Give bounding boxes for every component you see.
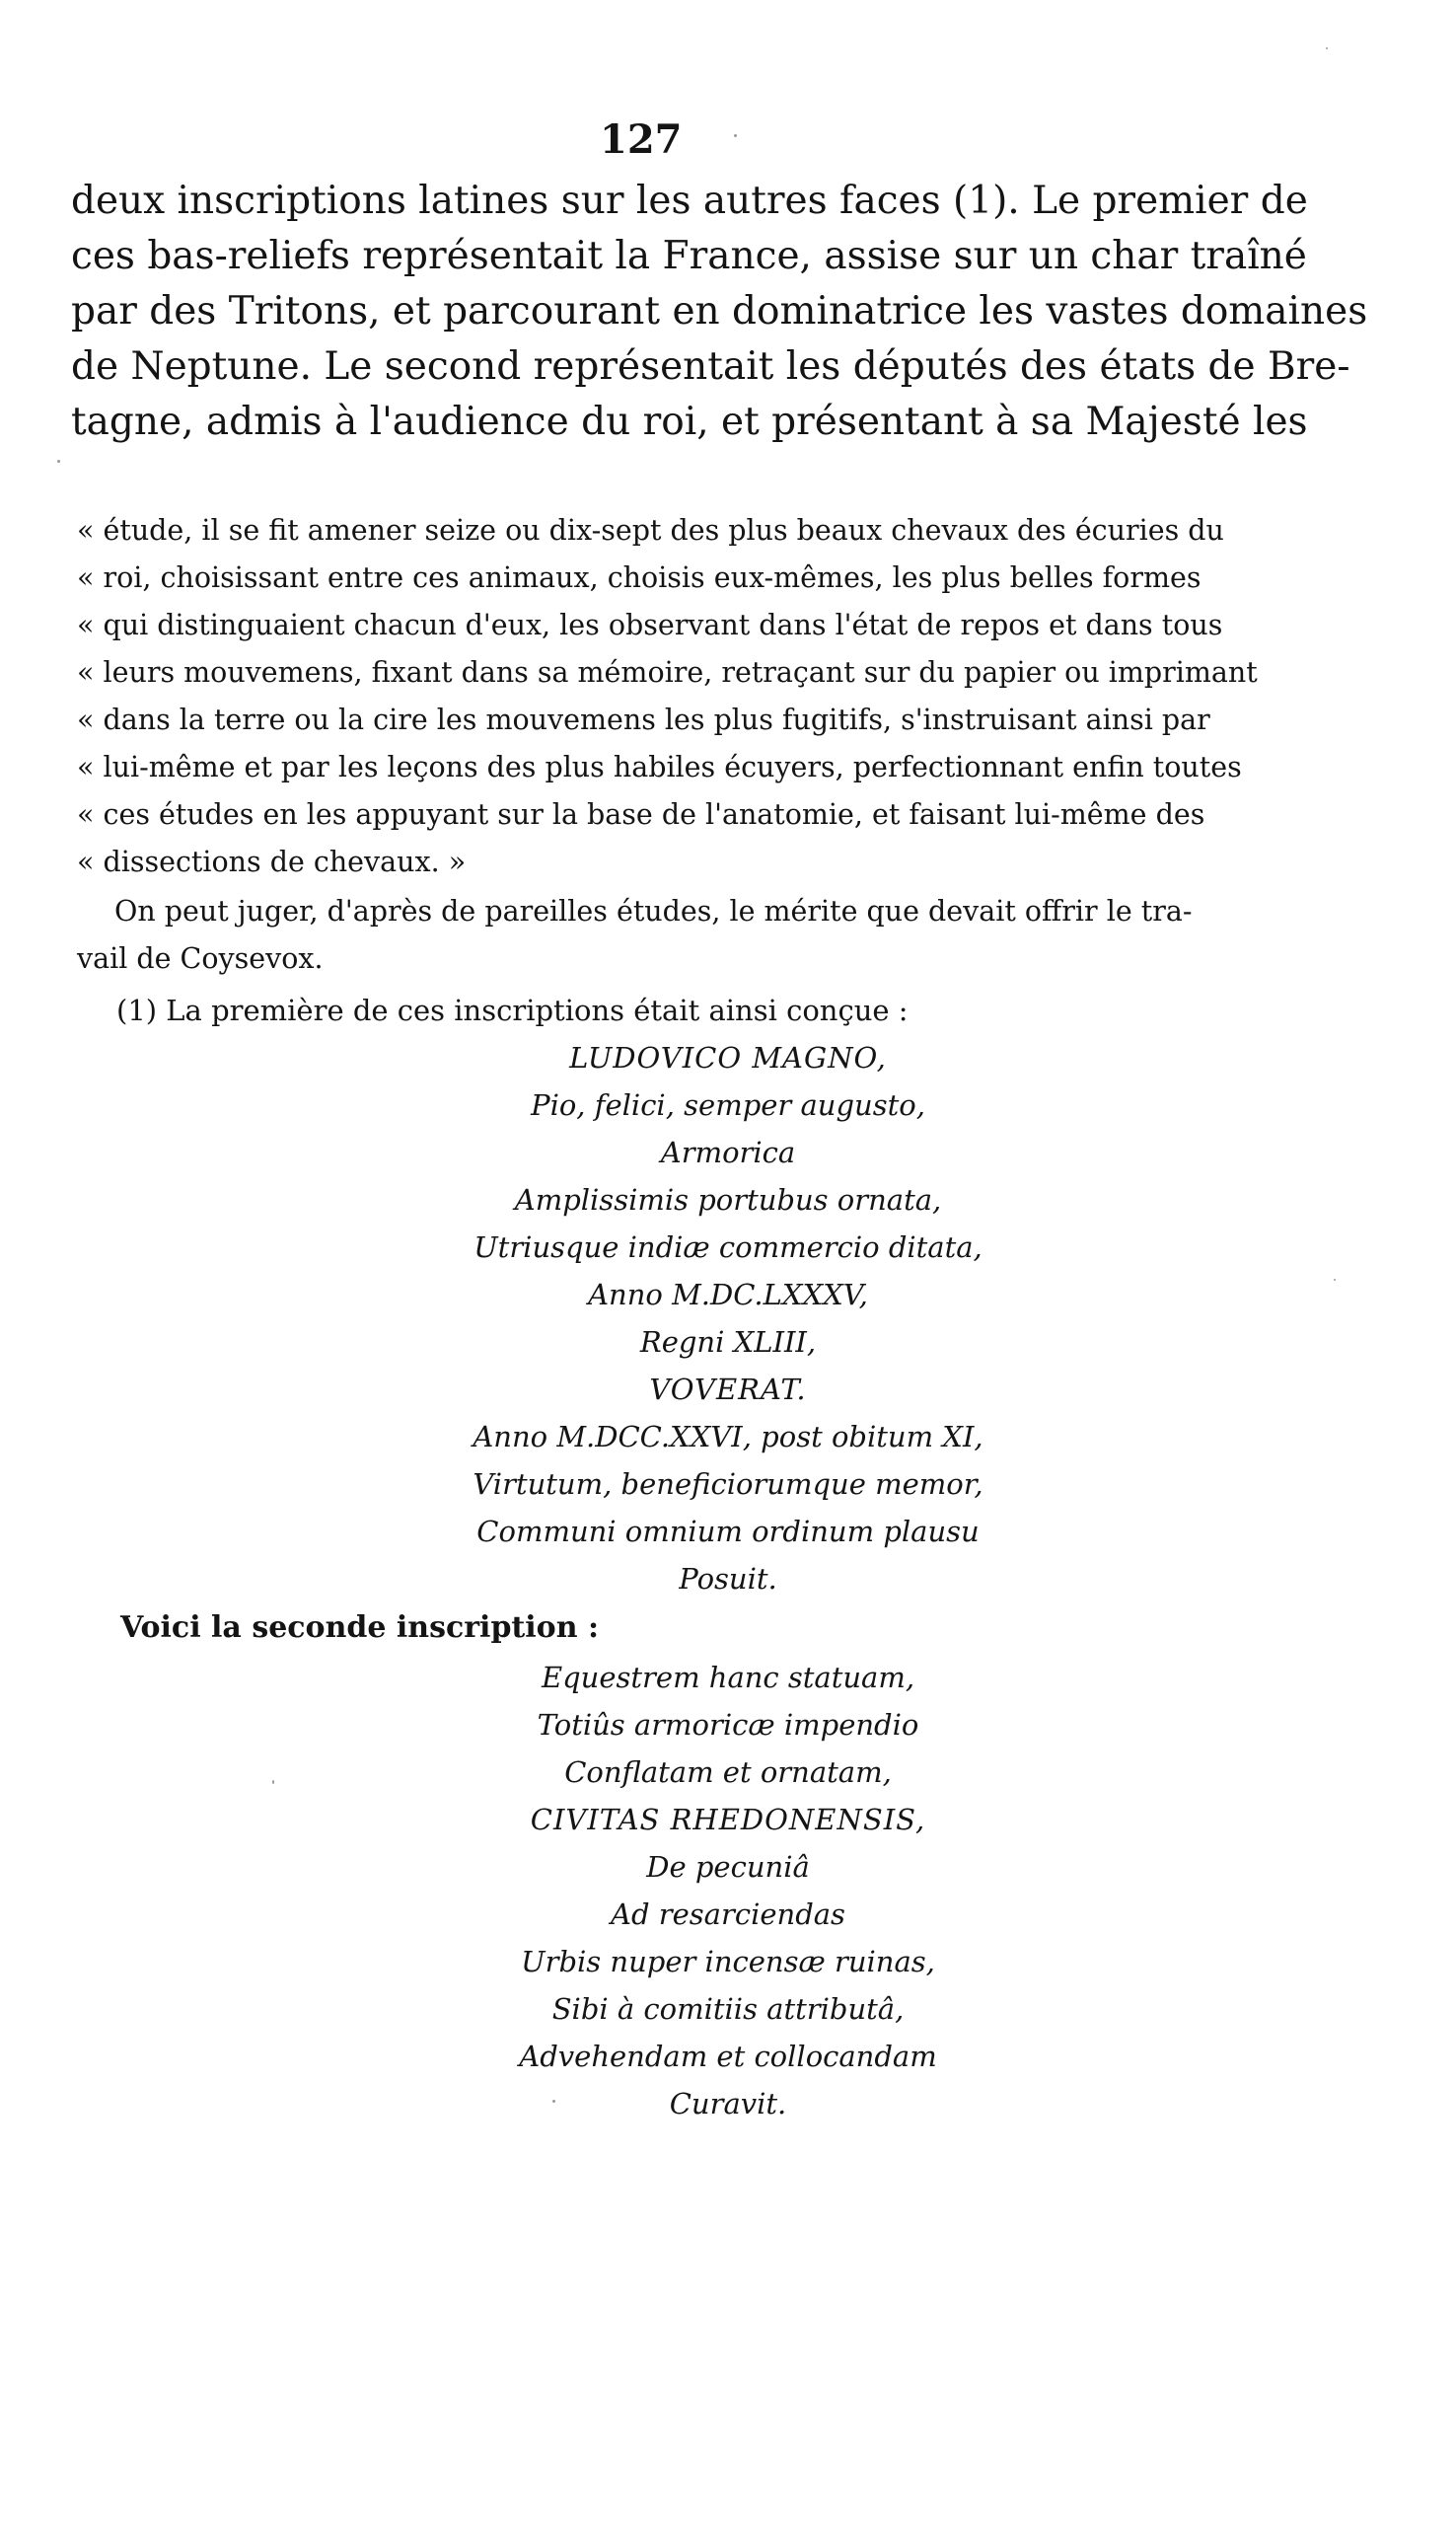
inscription-line: CIVITAS RHEDONENSIS, [530, 1803, 926, 1836]
footnote-line: On peut juger, d'après de pareilles études, le mérite que devait offrir le tra- [114, 895, 1193, 928]
scan-speck [57, 460, 60, 463]
footnote-line: « dans la terre ou la cire les mouvemens les plus fugitifs, s'instruisant ainsi par [77, 704, 1210, 736]
second-inscription-intro: Voici la seconde inscription : [120, 1610, 600, 1645]
footnote-line: « leurs mouvemens, fixant dans sa mémoire, retraçant sur du papier ou imprimant [77, 656, 1258, 689]
scan-speck [552, 2100, 555, 2103]
scan-speck [734, 134, 737, 137]
inscription-line: Communi omnium ordinum plausu [476, 1515, 980, 1548]
scan-speck [1334, 1279, 1336, 1281]
inscription-line: Ad resarciendas [611, 1897, 845, 1931]
page-number: 127 [600, 116, 683, 163]
inscription-line: Advehendam et collocandam [519, 2040, 937, 2073]
first-inscription-intro: (1) La première de ces inscriptions était ainsi conçue : [116, 994, 909, 1027]
inscription-line: Anno M.DCC.XXVI, post obitum XI, [473, 1420, 983, 1453]
scan-speck [1326, 47, 1328, 49]
footnote-line: « ces études en les appuyant sur la base de l'anatomie, et faisant lui-même des [77, 798, 1205, 831]
inscription-line: Amplissimis portubus ornata, [514, 1183, 942, 1217]
footnote-line: « étude, il se fit amener seize ou dix-sept des plus beaux chevaux des écuries du [77, 514, 1224, 547]
main-text-line: par des Tritons, et parcourant en dominatrice les vastes domaines [71, 289, 1368, 334]
footnote-line: « dissections de chevaux. » [77, 846, 467, 878]
inscription-line: Regni XLIII, [639, 1325, 817, 1359]
footnote-line: « roi, choisissant entre ces animaux, choisis eux-mêmes, les plus belles formes [77, 561, 1201, 594]
inscription-line: Armorica [660, 1136, 796, 1169]
inscription-line: VOVERAT. [649, 1373, 807, 1406]
footnote-line: « lui-même et par les leçons des plus habiles écuyers, perfectionnant enfin toutes [77, 751, 1242, 783]
inscription-line: Curavit. [669, 2087, 787, 2120]
scan-speck [272, 1780, 274, 1784]
inscription-line: Conflatam et ornatam, [564, 1755, 892, 1789]
inscription-line: Urbis nuper incensæ ruinas, [521, 1945, 935, 1978]
inscription-line: De pecuniâ [646, 1850, 810, 1884]
inscription-line: Equestrem hanc statuam, [541, 1661, 915, 1694]
inscription-line: Posuit. [679, 1562, 777, 1596]
inscription-line: Totiûs armoricæ impendio [537, 1708, 919, 1742]
inscription-line: Sibi à comitiis attributâ, [551, 1992, 905, 2026]
footnote-line: « qui distinguaient chacun d'eux, les observant dans l'état de repos et dans tous [77, 609, 1223, 641]
inscription-line: Pio, felici, semper augusto, [531, 1088, 925, 1122]
inscription-line: Utriusque indiæ commercio ditata, [473, 1230, 983, 1264]
main-text-line: tagne, admis à l'audience du roi, et présentant à sa Majesté les [71, 400, 1308, 444]
main-text-line: ces bas-reliefs représentait la France, assise sur un char traîné [71, 234, 1307, 278]
inscription-line: LUDOVICO MAGNO, [569, 1041, 887, 1075]
main-text-line: de Neptune. Le second représentait les députés des états de Bre- [71, 344, 1350, 389]
footnote-line: vail de Coysevox. [77, 942, 324, 975]
main-text-line: deux inscriptions latines sur les autres faces (1). Le premier de [71, 179, 1308, 223]
inscription-line: Anno M.DC.LXXXV, [588, 1278, 868, 1311]
inscription-line: Virtutum, beneficiorumque memor, [473, 1467, 983, 1501]
